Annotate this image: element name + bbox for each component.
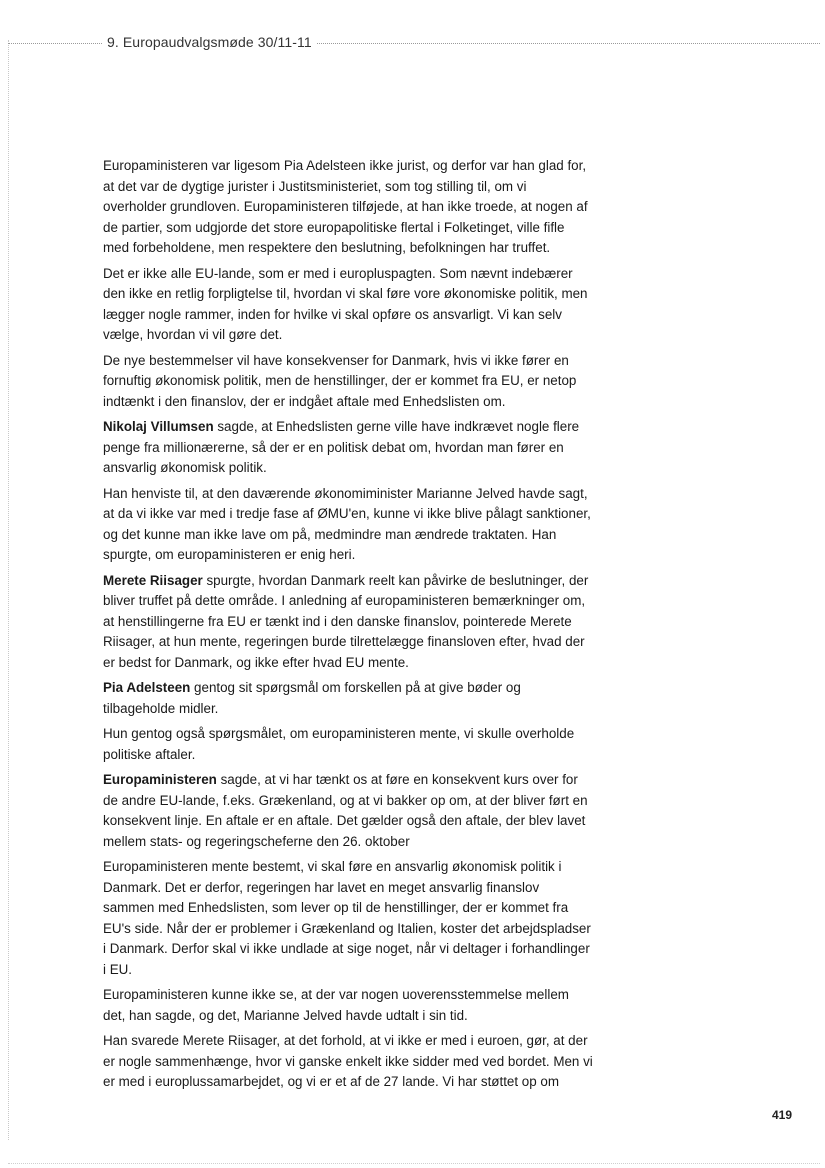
paragraph-text: Han henviste til, at den daværende økonomiminister Marianne Jelved havde sagt, at da vi ikke var med i tredje fase af ØMU'en, kunne vi ikke blive pålagt sanktioner, og det kunne man ikke lave om på, medmindre man ændrede traktaten. Han spurgte, om europaministeren er enig heri. <box>103 485 591 562</box>
paragraph <box>103 417 593 479</box>
paragraph-text: Europaministeren var ligesom Pia Adelsteen ikke jurist, og derfor var han glad for, at det var de dygtige jurister i Justitsministeriet, som tog stilling til, om vi overholder grundloven. Europaministeren tilføjede, at han ikke troede, at nogen af de partier, som udgjorde det store europapolitiske flertal i Folketinget, ville fifle med forbeholdene, men respektere den beslutning, befolkningen har truffet. <box>103 158 588 255</box>
paragraph <box>103 857 593 980</box>
paragraph-text: Europaministeren mente bestemt, vi skal føre en ansvarlig økonomisk politik i Danmark. Det er derfor, regeringen har lavet en meget ansvarlig finanslov sammen med Enhedslisten, som lever op til de henstillinger, der er kommet fra EU's side. Når der er problemer i Grækenland og Italien, koster det arbejdspladser i Danmark. Derfor skal vi ikke undlade at sige noget, når vi deltager i forhandlinger i EU. <box>103 859 591 977</box>
speaker-name: Pia Adelsteen <box>103 680 191 695</box>
paragraph <box>103 484 593 566</box>
footer-rule <box>8 1163 820 1164</box>
paragraph <box>103 264 593 346</box>
paragraph-text: sagde, at Enhedslisten gerne ville have indkrævet nogle flere penge fra millionærerne, så der er en politisk debat om, hvordan man fører en ansvarlig økonomisk politik. <box>103 419 580 475</box>
document-body <box>103 156 593 1098</box>
paragraph <box>103 770 593 852</box>
paragraph-text: Han svarede Merete Riisager, at det forhold, at vi ikke er med i euroen, gør, at der er nogle sammenhænge, hvor vi ganske enkelt ikke sidder med ved bordet. Men vi er med i europlussamarbejdet, og vi er et af de 27 lande. Vi har støttet op om <box>103 1033 593 1089</box>
paragraph <box>103 351 593 413</box>
paragraph <box>103 1031 593 1093</box>
paragraph-text: spurgte, hvordan Danmark reelt kan påvirke de beslutninger, der bliver truffet på dette område. I anledning af europaministeren bemærkninger om, at henstillingerne fra EU er tænkt ind i den danske finanslov, pointerede Merete Riisager, at hun mente, regeringen burde tilrettelægge finansloven efter, hvad der er bedst for Danmark, og ikke efter hvad EU mente. <box>103 572 589 670</box>
speaker-name: Europaministeren <box>103 772 217 787</box>
paragraph-text: sagde, at vi har tænkt os at føre en konsekvent kurs over for de andre EU-lande, f.eks. Grækenland, og at vi bakker op om, at der bliver ført en konsekvent linje. En aftale er en aftale. Det gælder også den aftale, der blev lavet mellem stats- og regeringscheferne den 26. oktober <box>103 772 588 849</box>
paragraph <box>103 985 593 1026</box>
paragraph-text: Europaministeren kunne ikke se, at der var nogen uoverensstemmelse mellem det, han sagde, og det, Marianne Jelved havde udtalt i sin tid. <box>103 987 569 1023</box>
paragraph <box>103 678 593 719</box>
scan-margin-line <box>8 40 9 1140</box>
paragraph-text: Det er ikke alle EU-lande, som er med i europluspagten. Som nævnt indebærer den ikke en retlig forpligtelse til, hvordan vi skal føre vore økonomiske politik, men lægger nogle rammer, inden for hvilke vi skal opføre os ansvarligt. Vi kan selv vælge, hvordan vi vil gøre det. <box>103 265 588 342</box>
speaker-name: Nikolaj Villumsen <box>103 419 214 434</box>
page-number: 419 <box>772 1108 793 1122</box>
paragraph-text: Hun gentog også spørgsmålet, om europaministeren mente, vi skulle overholde politiske aftaler. <box>103 726 575 762</box>
speaker-name: Merete Riisager <box>103 572 203 588</box>
paragraph-text: De nye bestemmelser vil have konsekvenser for Danmark, hvis vi ikke fører en fornuftig økonomisk politik, men de henstillinger, der er kommet fra EU, er netop indtænkt i den finanslov, der er indgået aftale med Enhedslisten om. <box>103 352 577 409</box>
paragraph <box>103 156 593 259</box>
paragraph <box>103 724 593 765</box>
page-header-title: 9. Europaudvalgsmøde 30/11-11 <box>103 34 316 50</box>
paragraph-text: gentog sit spørgsmål om forskellen på at give bøder og tilbageholde midler. <box>103 680 521 716</box>
paragraph <box>103 571 593 674</box>
